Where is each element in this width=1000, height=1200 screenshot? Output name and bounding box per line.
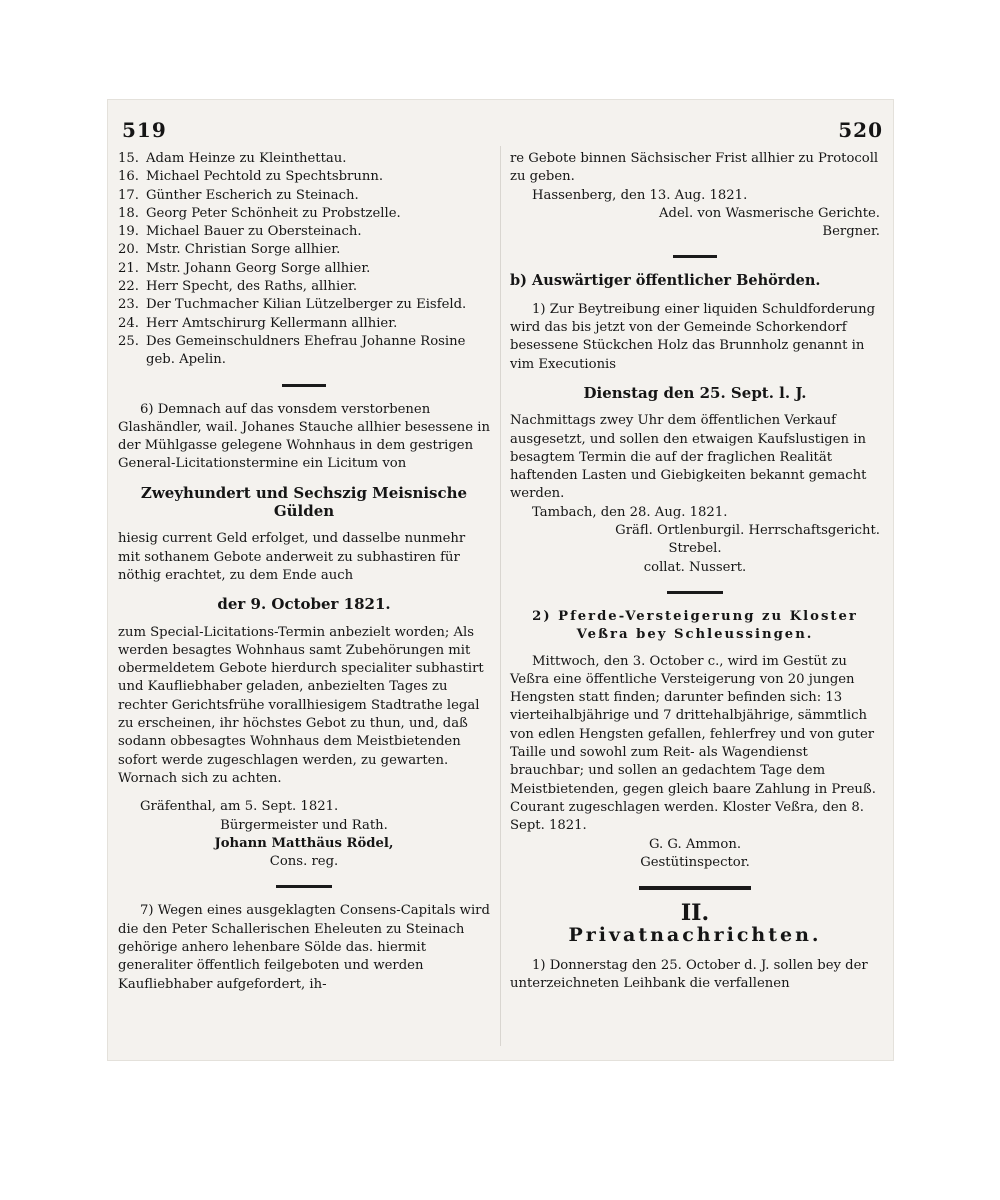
list-item <box>118 333 490 370</box>
list-item-number: 19. <box>118 224 139 240</box>
section-rule <box>276 885 332 888</box>
column-divider <box>500 146 501 1046</box>
list-item-text: Michael Pechtold zu Spechtsbrunn. <box>146 169 384 185</box>
list-item <box>118 150 490 168</box>
list-item-text: Mstr. Johann Georg Sorge allhier. <box>146 260 371 276</box>
continued-text: re Gebote binnen Sächsischer Frist allhier zu Protocoll zu geben. <box>510 151 879 185</box>
notice-b2-signature-2: Gestütinspector. <box>640 854 750 870</box>
list-item-text: Michael Bauer zu Obersteinach. <box>146 224 362 240</box>
notice-b2-title: 2) Pferde-Versteigerung zu Kloster Veßra bey Schleussingen. <box>532 608 858 643</box>
list-item <box>118 296 490 314</box>
notice-b1-intro: 1) Zur Beytreibung einer liquiden Schuldforderung wird das bis jetzt von der Gemeinde Schorkendorf besessene Stückchen Holz das Brunnholz genannt in vim Executionis <box>510 301 876 372</box>
list-item-text: Herr Specht, des Raths, allhier. <box>146 279 358 295</box>
section-rule-thick <box>639 886 751 890</box>
heading-b-external-authorities: b) Auswärtiger öffentlicher Behörden. <box>510 272 821 290</box>
notice-b2-signature-1: G. G. Ammon. <box>648 836 742 852</box>
list-item <box>118 223 490 241</box>
list-item-number: 23. <box>118 297 139 313</box>
page-number-left: 519 <box>122 118 167 142</box>
list-item-number: 18. <box>118 205 139 221</box>
notice-6-signature-3: Cons. reg. <box>269 854 339 870</box>
left-column <box>118 150 490 994</box>
list-item-number: 21. <box>118 260 139 276</box>
continued-signature-2: Bergner. <box>822 224 880 240</box>
list-item-number: 24. <box>118 315 139 331</box>
continued-place-date: Hassenberg, den 13. Aug. 1821. <box>532 187 748 203</box>
notice-6-signature-2: Johann Matthäus Rödel, <box>214 835 394 851</box>
list-item-text: Adam Heinze zu Kleinthettau. <box>146 151 347 166</box>
section-rule <box>282 384 326 387</box>
notice-b1-signature-2: Strebel. <box>668 541 722 557</box>
notice-6-middle: hiesig current Geld erfolget, und dasselbe nunmehr mit sothanem Gebote anderweit zu subhastiren für nöthig erachtet, zu dem Ende auch <box>118 531 466 583</box>
notice-6-intro: 6) Demnach auf das vonsdem verstorbenen Glashändler, wail. Johanes Stauche allhier besessene in der Mühlgasse gelegene Wohnhaus in dem gestrigen General-Licitationstermine ein Licitum von <box>118 401 490 472</box>
list-item-text: Günther Escherich zu Steinach. <box>146 187 359 203</box>
section-rule <box>673 255 717 258</box>
list-item-number: 25. <box>118 333 139 349</box>
notice-b1-signature-1: Gräfl. Ortlenburgil. Herrschaftsgericht. <box>615 523 880 539</box>
notice-b1-signature-3: collat. Nussert. <box>643 559 747 575</box>
list-item <box>118 278 490 296</box>
list-item <box>118 168 490 186</box>
list-item <box>118 315 490 333</box>
notice-b1-body: Nachmittags zwey Uhr dem öffentlichen Verkauf ausgesetzt, und sollen den etwaigen Kaufslustigen in besagtem Termin die auf der fraglichen Realität haftenden Lasten und Giebigkeiten bekannt gemacht werden. <box>510 413 867 502</box>
right-column <box>510 150 880 993</box>
list-item-number: 20. <box>118 242 139 258</box>
notice-6-amount: Zweyhundert und Sechszig Meisnische Gülden <box>140 483 468 521</box>
list-item-text: Des Gemeinschuldners Ehefrau Johanne Rosine geb. Apelin. <box>146 333 466 368</box>
notice-6-body: zum Special-Licitations-Termin anbezielt worden; Als werden besagtes Wohnhaus samt Zubehörungen mit obermeldetem Gebote hierdurch specialiter subhastirt und Kaufliebhaber geladen, anbezielten Tages zu rechter Gerichtsfrühe vorallhiesigem Stadtrathe legal zu erscheinen, ihr höchstes Gebot zu thun, und, daß sodann obbesagtes Wohnhaus dem Meistbietenden sofort werde zugeschlagen werden, zu gewarten. Wornach sich zu achten. <box>118 624 484 786</box>
notice-b1-date: Dienstag den 25. Sept. l. J. <box>583 383 807 402</box>
list-item-number: 15. <box>118 151 139 166</box>
continued-signature-1: Adel. von Wasmerische Gerichte. <box>659 205 880 221</box>
creditor-list <box>118 150 490 370</box>
list-item <box>118 241 490 259</box>
list-item-number: 16. <box>118 169 139 185</box>
notice-b2-body: Mittwoch, den 3. October c., wird im Gestüt zu Veßra eine öffentliche Versteigerung von 20 jungen Hengsten statt finden; darunter befinden sich: 13 vierteihalbjährige und 7 drittehalbjährige, sämmtlich von edlen Hengsten gefallen, fehlerfrey und von guter Taille und sowohl zum Reit- als Wagendienst brauchbar; und sollen an gedachtem Tage dem Meistbietenden, gegen gleich baare Zahlung in Preuß. Courant zugeschlagen werden. Kloster Veßra, den 8. Sept. 1821. <box>510 653 876 834</box>
section-roman-numeral: II. <box>680 900 710 927</box>
list-item-text: Mstr. Christian Sorge allhier. <box>146 242 341 258</box>
notice-6-place-date: Gräfenthal, am 5. Sept. 1821. <box>140 799 339 815</box>
scanned-page <box>108 100 893 1060</box>
notice-7-text: 7) Wegen eines ausgeklagten Consens-Capitals wird die den Peter Schallerischen Eheleuten zu Steinach gehörige anhero lehenbare Sölde das. hiermit generaliter öffentlich feilgeboten und werden Kaufliebhaber aufgefordert, ih- <box>118 903 490 992</box>
notice-6-signature-1: Bürgermeister und Rath. <box>220 817 388 833</box>
list-item-text: Herr Amtschirurg Kellermann allhier. <box>146 315 398 331</box>
notice-6-date: der 9. October 1821. <box>217 595 391 614</box>
notice-b1-place-date: Tambach, den 28. Aug. 1821. <box>532 504 728 520</box>
list-item <box>118 260 490 278</box>
section-title-private-news: Privatnachrichten. <box>568 924 822 947</box>
list-item-text: Der Tuchmacher Kilian Lützelberger zu Eisfeld. <box>146 297 467 313</box>
page-number-right: 520 <box>838 118 883 142</box>
list-item <box>118 187 490 205</box>
list-item <box>118 205 490 223</box>
list-item-number: 22. <box>118 279 139 295</box>
list-item-text: Georg Peter Schönheit zu Probstzelle. <box>146 205 401 221</box>
section-rule <box>667 591 723 594</box>
list-item-number: 17. <box>118 187 139 203</box>
private-notice-1-text: 1) Donnerstag den 25. October d. J. sollen bey der unterzeichneten Leihbank die verfallenen <box>510 957 868 991</box>
